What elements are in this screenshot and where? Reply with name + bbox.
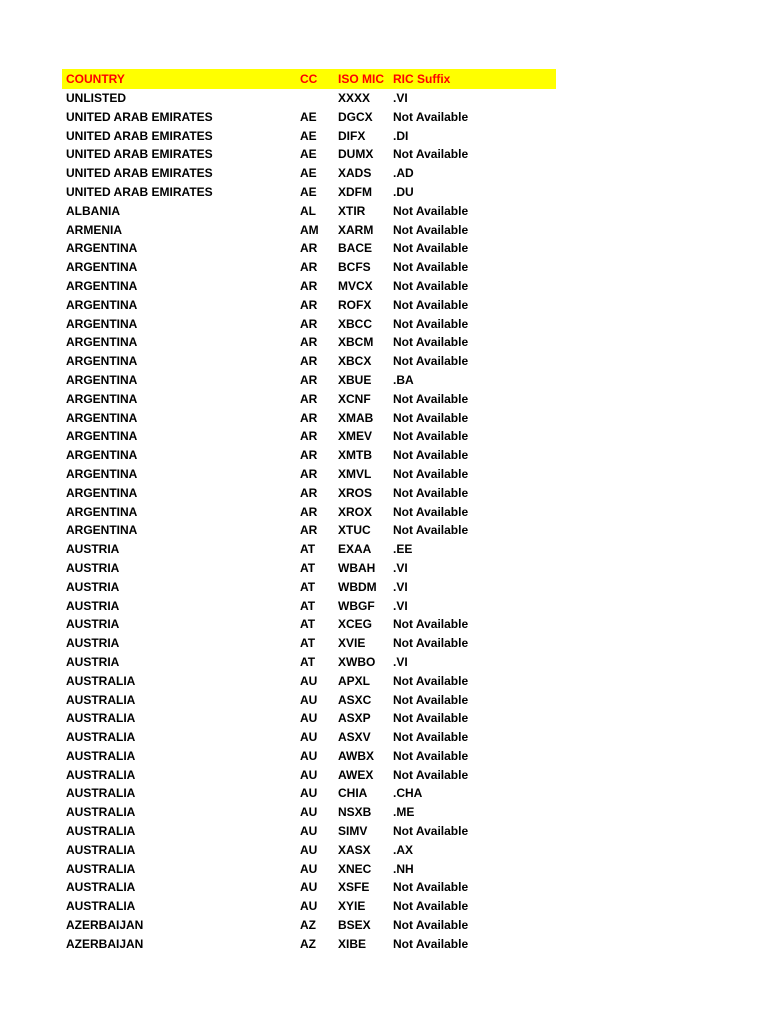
table-row [62,578,556,597]
cell-ric-suffix: Not Available [393,448,469,463]
cell-iso-mic: XWBO [338,654,376,669]
cell-iso-mic: DUMX [338,147,374,162]
cell-country: ARGENTINA [66,335,138,350]
cell-cc: AU [300,767,318,782]
table-row [62,108,556,127]
cell-cc: AU [300,711,318,726]
cell-country: AUSTRALIA [66,899,136,914]
cell-country: ARGENTINA [66,466,138,481]
cell-iso-mic: XNEC [338,861,372,876]
cell-iso-mic: XCEG [338,617,373,632]
cell-ric-suffix: Not Available [393,617,469,632]
cell-ric-suffix: Not Available [393,429,469,444]
cell-country: AUSTRALIA [66,767,136,782]
cell-country: ARGENTINA [66,504,138,519]
cell-cc: AT [300,542,316,557]
cell-country: ARGENTINA [66,410,138,425]
cell-ric-suffix: Not Available [393,316,469,331]
cell-iso-mic: XBCC [338,316,373,331]
cell-iso-mic: XIBE [338,936,367,951]
cell-country: AUSTRALIA [66,711,136,726]
cell-cc: AR [300,429,318,444]
cell-cc: AU [300,805,318,820]
cell-iso-mic: XROS [338,485,373,500]
cell-ric-suffix: .DI [393,128,409,143]
table-row [62,860,556,879]
header-ric-suffix: RIC Suffix [393,72,451,86]
cell-cc: AU [300,824,318,839]
table-row [62,615,556,634]
cell-country: AUSTRIA [66,560,120,575]
table-row [62,503,556,522]
table-row [62,239,556,258]
cell-ric-suffix: .CHA [393,786,423,801]
cell-iso-mic: AWBX [338,748,374,763]
cell-country: AUSTRALIA [66,842,136,857]
table-body [62,89,556,954]
cell-country: ARGENTINA [66,278,138,293]
table-row [62,897,556,916]
exchange-table [62,69,556,954]
cell-cc: AR [300,410,318,425]
cell-country: ARGENTINA [66,485,138,500]
cell-ric-suffix: .AD [393,166,414,181]
cell-iso-mic: XMAB [338,410,374,425]
cell-iso-mic: XTUC [338,523,371,538]
cell-cc: AT [300,560,316,575]
cell-iso-mic: ASXV [338,730,371,745]
table-row [62,747,556,766]
table-row [62,296,556,315]
table-row [62,221,556,240]
cell-ric-suffix: .NH [393,861,414,876]
cell-ric-suffix: Not Available [393,241,469,256]
cell-iso-mic: WBGF [338,598,375,613]
cell-iso-mic: DGCX [338,109,373,124]
table-row [62,258,556,277]
cell-iso-mic: EXAA [338,542,372,557]
cell-ric-suffix: Not Available [393,673,469,688]
cell-country: UNITED ARAB EMIRATES [66,147,213,162]
cell-country: AUSTRALIA [66,748,136,763]
cell-iso-mic: XVIE [338,636,366,651]
cell-country: AUSTRALIA [66,730,136,745]
table-row [62,784,556,803]
table-row [62,878,556,897]
table-row [62,127,556,146]
cell-iso-mic: ASXC [338,692,372,707]
cell-cc: AR [300,354,318,369]
cell-cc: AE [300,147,317,162]
cell-iso-mic: SIMV [338,824,368,839]
cell-ric-suffix: .VI [393,654,408,669]
cell-country: ARGENTINA [66,448,138,463]
cell-iso-mic: XMVL [338,466,372,481]
cell-country: AUSTRALIA [66,692,136,707]
cell-ric-suffix: Not Available [393,147,469,162]
cell-cc: AR [300,466,318,481]
cell-ric-suffix: Not Available [393,297,469,312]
cell-iso-mic: XBCX [338,354,372,369]
cell-cc: AU [300,786,318,801]
cell-ric-suffix: Not Available [393,485,469,500]
cell-ric-suffix: Not Available [393,936,469,951]
table-row [62,89,556,108]
cell-cc: AT [300,636,316,651]
cell-cc: AU [300,899,318,914]
cell-cc: AR [300,260,318,275]
cell-iso-mic: MVCX [338,278,373,293]
cell-cc: AZ [300,918,316,933]
cell-ric-suffix: Not Available [393,203,469,218]
cell-iso-mic: XYIE [338,899,366,914]
cell-country: AUSTRIA [66,598,120,613]
cell-ric-suffix: Not Available [393,692,469,707]
table-row [62,691,556,710]
cell-country: AUSTRALIA [66,861,136,876]
table-row [62,409,556,428]
cell-country: ARGENTINA [66,241,138,256]
cell-cc: AU [300,748,318,763]
cell-country: UNITED ARAB EMIRATES [66,109,213,124]
cell-iso-mic: XXXX [338,91,371,105]
cell-cc: AR [300,316,318,331]
cell-country: AUSTRIA [66,636,120,651]
cell-country: ALBANIA [66,203,120,218]
cell-country: AZERBAIJAN [66,918,144,933]
table-row [62,728,556,747]
cell-cc: AR [300,297,318,312]
header-iso-mic: ISO MIC [338,72,385,86]
cell-cc: AT [300,617,316,632]
cell-cc: AT [300,598,316,613]
table-row [62,521,556,540]
cell-iso-mic: CHIA [338,786,368,801]
cell-cc: AU [300,861,318,876]
table-row [62,465,556,484]
cell-cc: AR [300,278,318,293]
cell-iso-mic: WBAH [338,560,376,575]
cell-iso-mic: XTIR [338,203,366,218]
cell-iso-mic: XCNF [338,391,371,406]
cell-cc: AR [300,504,318,519]
cell-iso-mic: XBCM [338,335,374,350]
cell-iso-mic: BSEX [338,918,371,933]
cell-cc: AU [300,673,318,688]
table-row [62,672,556,691]
cell-ric-suffix: Not Available [393,880,469,895]
cell-ric-suffix: .ME [393,805,415,820]
cell-cc: AE [300,166,317,181]
cell-ric-suffix: Not Available [393,260,469,275]
cell-ric-suffix: Not Available [393,730,469,745]
cell-ric-suffix: Not Available [393,466,469,481]
cell-country: AUSTRALIA [66,824,136,839]
cell-ric-suffix: Not Available [393,222,469,237]
cell-cc: AR [300,485,318,500]
table-row [62,597,556,616]
cell-country: ARGENTINA [66,523,138,538]
cell-iso-mic: NSXB [338,805,372,820]
cell-cc: AR [300,335,318,350]
table-row [62,709,556,728]
cell-country: AUSTRALIA [66,880,136,895]
cell-country: ARGENTINA [66,372,138,387]
cell-ric-suffix: Not Available [393,391,469,406]
table-row [62,766,556,785]
cell-cc: AE [300,184,317,199]
cell-cc: AR [300,372,318,387]
cell-ric-suffix: Not Available [393,278,469,293]
cell-country: UNITED ARAB EMIRATES [66,184,213,199]
cell-iso-mic: ROFX [338,297,372,312]
cell-ric-suffix: .AX [393,842,414,857]
cell-ric-suffix: .VI [393,560,408,575]
table-row [62,315,556,334]
cell-cc: AE [300,128,317,143]
cell-ric-suffix: Not Available [393,748,469,763]
cell-ric-suffix: Not Available [393,335,469,350]
cell-country: AZERBAIJAN [66,936,144,951]
cell-country: ARMENIA [66,222,122,237]
cell-iso-mic: AWEX [338,767,374,782]
cell-cc: AU [300,842,318,857]
cell-ric-suffix: .EE [393,542,413,557]
cell-iso-mic: XMTB [338,448,372,463]
cell-country: AUSTRIA [66,654,120,669]
cell-iso-mic: XMEV [338,429,373,444]
cell-iso-mic: WBDM [338,579,377,594]
cell-ric-suffix: .VI [393,579,408,594]
cell-ric-suffix: Not Available [393,523,469,538]
cell-cc: AZ [300,936,316,951]
cell-ric-suffix: Not Available [393,824,469,839]
cell-country: ARGENTINA [66,297,138,312]
cell-country: UNITED ARAB EMIRATES [66,128,213,143]
cell-ric-suffix: Not Available [393,410,469,425]
table-row [62,277,556,296]
cell-country: ARGENTINA [66,260,138,275]
cell-country: AUSTRALIA [66,673,136,688]
table-row [62,427,556,446]
cell-cc: AM [300,222,319,237]
cell-country: ARGENTINA [66,429,138,444]
cell-iso-mic: XDFM [338,184,372,199]
table-row [62,653,556,672]
table-row [62,352,556,371]
cell-ric-suffix: Not Available [393,711,469,726]
cell-cc: AR [300,448,318,463]
table-row [62,634,556,653]
cell-iso-mic: XARM [338,222,374,237]
table-row [62,822,556,841]
cell-iso-mic: XROX [338,504,373,519]
cell-ric-suffix: Not Available [393,767,469,782]
cell-iso-mic: DIFX [338,128,366,143]
cell-ric-suffix: .DU [393,184,414,199]
cell-cc: AE [300,109,317,124]
table-row [62,164,556,183]
cell-ric-suffix: Not Available [393,918,469,933]
cell-country: ARGENTINA [66,354,138,369]
cell-cc: AU [300,692,318,707]
cell-country: AUSTRALIA [66,786,136,801]
cell-ric-suffix: Not Available [393,636,469,651]
cell-iso-mic: APXL [338,673,371,688]
cell-ric-suffix: .VI [393,598,408,613]
cell-country: ARGENTINA [66,391,138,406]
table-row [62,202,556,221]
table-row [62,935,556,954]
cell-iso-mic: XADS [338,166,372,181]
cell-cc: AL [300,203,316,218]
cell-iso-mic: XBUE [338,372,372,387]
table-row [62,916,556,935]
cell-cc: AU [300,730,318,745]
cell-country: AUSTRIA [66,579,120,594]
table-row [62,803,556,822]
cell-cc: AR [300,391,318,406]
cell-cc: AR [300,241,318,256]
table-row [62,841,556,860]
cell-country: AUSTRIA [66,617,120,632]
table-row [62,145,556,164]
cell-country: ARGENTINA [66,316,138,331]
cell-ric-suffix: Not Available [393,109,469,124]
cell-iso-mic: XASX [338,842,371,857]
table-row [62,484,556,503]
cell-iso-mic: BCFS [338,260,371,275]
table-row [62,446,556,465]
table-row [62,371,556,390]
header-cc: CC [300,72,318,86]
cell-iso-mic: ASXP [338,711,371,726]
cell-cc: AR [300,523,318,538]
cell-ric-suffix: .BA [393,372,414,387]
cell-ric-suffix: .VI [393,91,408,105]
cell-country: AUSTRIA [66,542,120,557]
table-row [62,559,556,578]
cell-ric-suffix: Not Available [393,899,469,914]
cell-iso-mic: XSFE [338,880,370,895]
cell-ric-suffix: Not Available [393,354,469,369]
table-row [62,333,556,352]
table-header-row [62,69,556,89]
cell-cc: AU [300,880,318,895]
cell-country: UNITED ARAB EMIRATES [66,166,213,181]
cell-ric-suffix: Not Available [393,504,469,519]
cell-cc: AT [300,579,316,594]
table-row [62,540,556,559]
table-row [62,390,556,409]
header-country: COUNTRY [66,72,125,86]
cell-iso-mic: BACE [338,241,373,256]
cell-cc: AT [300,654,316,669]
cell-country: UNLISTED [66,91,126,105]
table-row [62,183,556,202]
cell-country: AUSTRALIA [66,805,136,820]
